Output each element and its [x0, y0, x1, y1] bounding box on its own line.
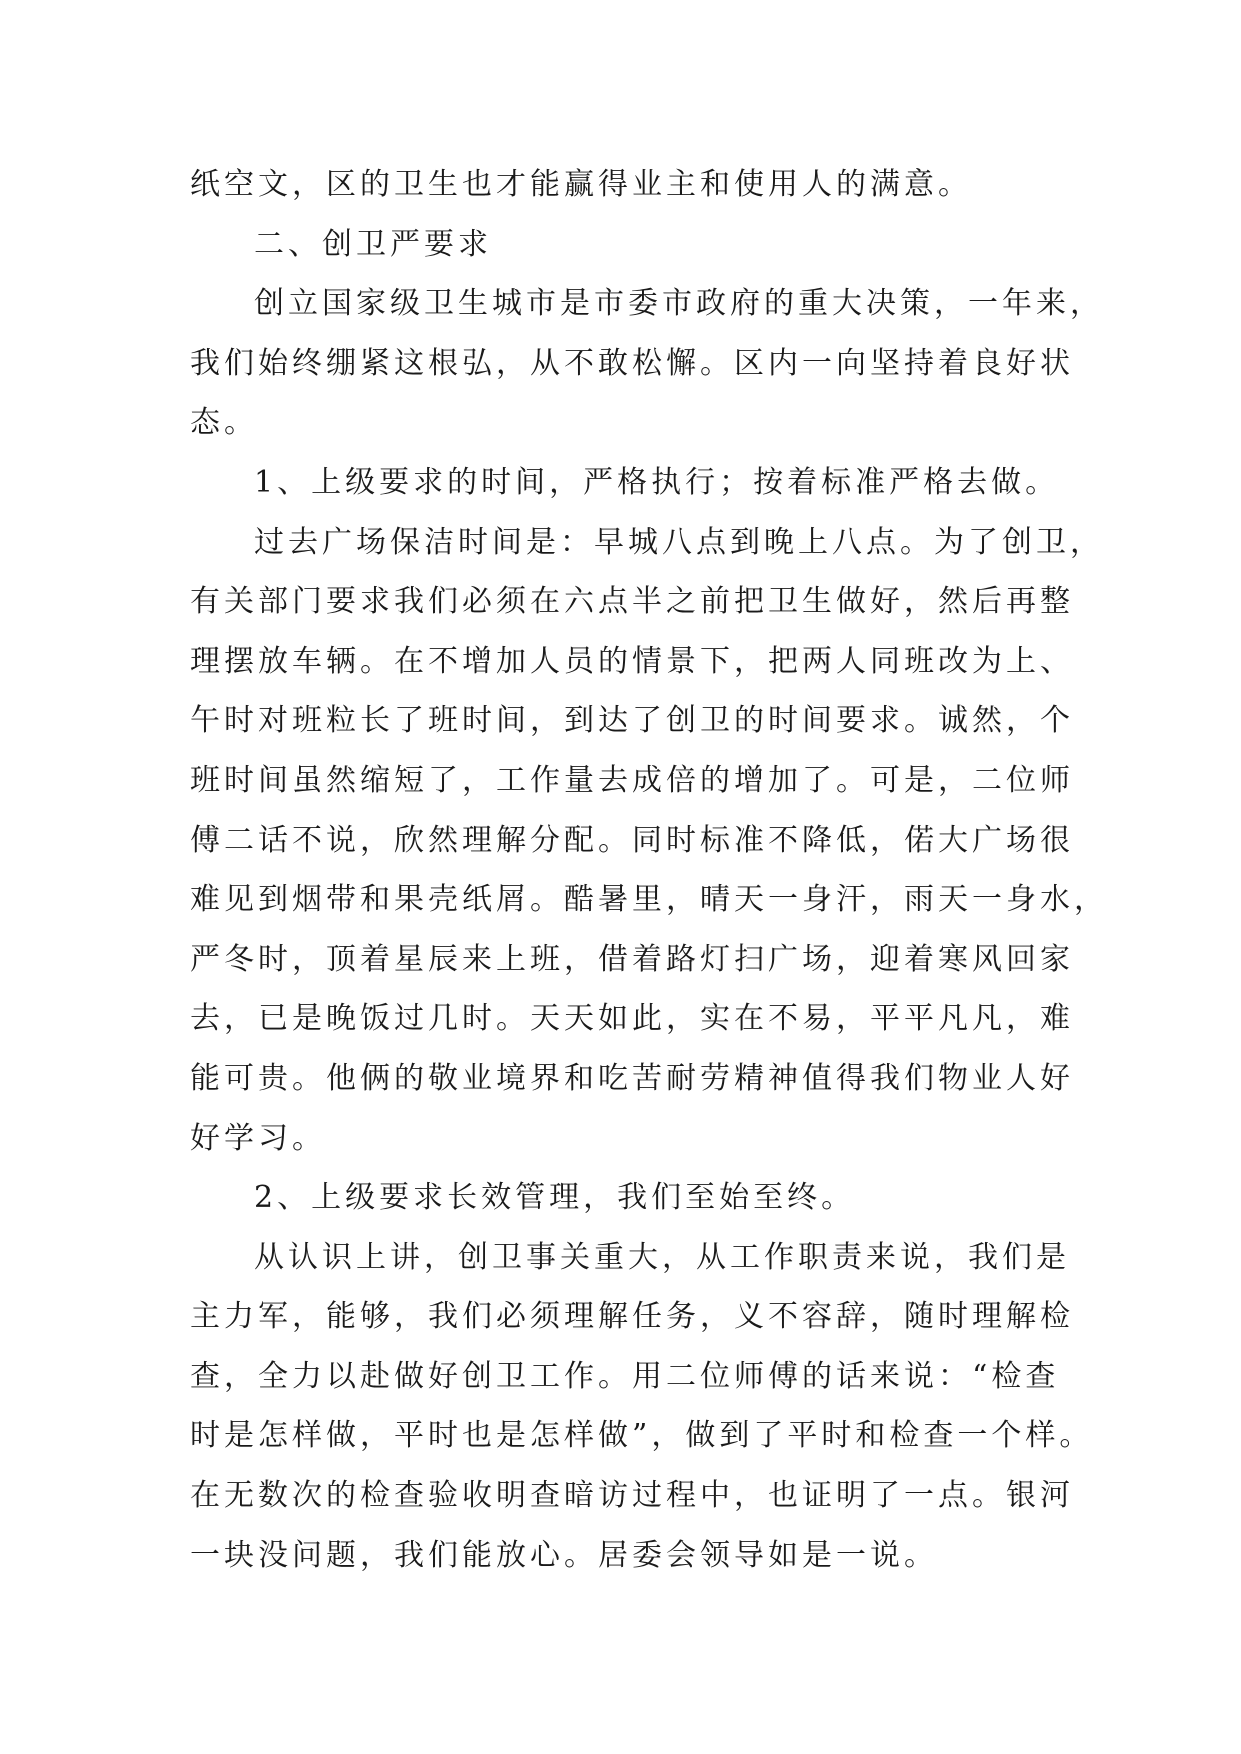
text-line: 傅二话不说，欣然理解分配。同时标准不降低，偌大广场很 [190, 822, 1074, 858]
text-line: 查，全力以赴做好创卫工作。用二位师傅的话来说：“检查 [190, 1358, 1060, 1394]
text-line: 创立国家级卫生城市是市委市政府的重大决策，一年来， [254, 286, 1104, 322]
text-line: 我们始终绷紧这根弘，从不敢松懈。区内一向坚持着良好状 [190, 345, 1074, 381]
text-line: 有关部门要求我们必须在六点半之前把卫生做好，然后再整 [190, 584, 1074, 620]
text-line: 在无数次的检查验收明查暗访过程中，也证明了一点。银河 [190, 1478, 1074, 1514]
text-line: 去，已是晚饭过几时。天天如此，实在不易，平平凡凡，难 [190, 1001, 1074, 1037]
text-line: 能可贵。他俩的敬业境界和吃苦耐劳精神值得我们物业人好 [190, 1060, 1074, 1096]
text-line: 主力军，能够，我们必须理解任务，义不容辞，随时理解检 [190, 1299, 1074, 1335]
text-line: 时是怎样做，平时也是怎样做”，做到了平时和检查一个样。 [190, 1418, 1094, 1454]
text-line: 班时间虽然缩短了，工作量去成倍的增加了。可是，二位师 [190, 762, 1074, 798]
text-line: 一块没问题，我们能放心。居委会领导如是一说。 [190, 1537, 938, 1573]
text-line: 二、创卫严要求 [254, 226, 492, 262]
text-line: 难见到烟带和果壳纸屑。酷暑里，晴天一身汗，雨天一身水， [190, 882, 1108, 918]
document-body [190, 155, 1108, 1585]
text-line: 严冬时，顶着星辰来上班，借着路灯扫广场，迎着寒风回家 [190, 941, 1074, 977]
text-line: 纸空文，区的卫生也才能赢得业主和使用人的满意。 [190, 167, 972, 202]
text-line: 2、上级要求长效管理，我们至始至终。 [254, 1180, 856, 1216]
text-line: 1、上级要求的时间，严格执行；按着标准严格去做。 [254, 464, 1060, 500]
text-line: 理摆放车辆。在不增加人员的情景下，把两人同班改为上、 [190, 643, 1074, 679]
text-line: 午时对班粒长了班时间，到达了创卫的时间要求。诚然，个 [190, 703, 1074, 739]
text-line: 从认识上讲，创卫事关重大，从工作职责来说，我们是 [254, 1239, 1070, 1275]
text-line: 过去广场保洁时间是：早城八点到晚上八点。为了创卫， [254, 524, 1104, 560]
text-line: 好学习。 [190, 1120, 326, 1156]
text-line: 态。 [190, 405, 258, 441]
